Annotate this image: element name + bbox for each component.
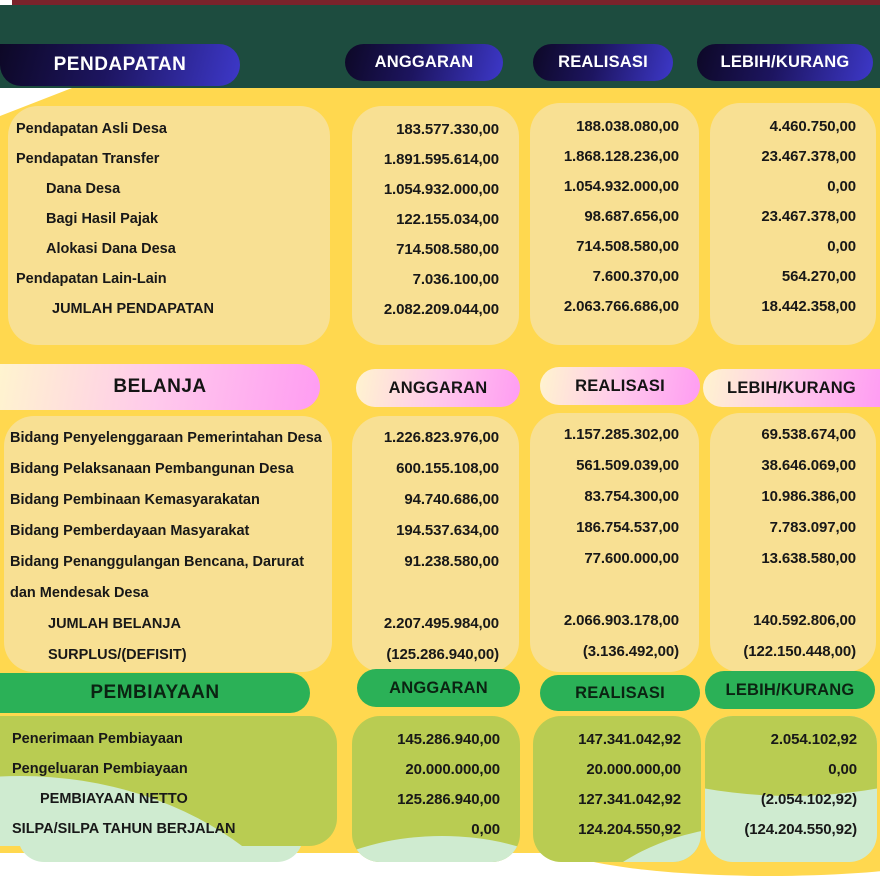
column-header-label: ANGGARAN (389, 678, 488, 697)
belanja-lebih-kurang-box (710, 413, 876, 672)
cell-anggaran: 20.000.000,00 (405, 760, 500, 778)
cell-lebih-kurang: (122.150.448,00) (743, 643, 856, 660)
table-row (0, 754, 337, 784)
table-row (4, 546, 332, 577)
pembiayaan-column-anggaran (357, 669, 520, 707)
pendapatan-column-realisasi (533, 44, 673, 81)
pendapatan-realisasi-box (530, 103, 699, 345)
pembiayaan-lebih-kurang-box (705, 716, 877, 862)
cell-anggaran: 1.891.595.614,00 (383, 150, 499, 168)
cell-realisasi: 1.054.932.000,00 (563, 177, 679, 195)
table-row (4, 515, 332, 546)
row-label: Dana Desa (46, 181, 121, 197)
cell-lebih-kurang: 2.054.102,92 (770, 730, 857, 748)
belanja-realisasi-box (530, 413, 699, 672)
cell-lebih-kurang: 0,00 (827, 237, 856, 255)
table-row (4, 453, 332, 484)
cell-realisasi: 186.754.537,00 (576, 519, 679, 536)
belanja-column-anggaran (356, 369, 520, 407)
row-label: JUMLAH PENDAPATAN (52, 301, 214, 317)
column-header-label: ANGGARAN (388, 378, 488, 397)
pembiayaan-column-realisasi (540, 675, 700, 711)
cell-anggaran: 0,00 (471, 820, 500, 838)
column-header-label: REALISASI (558, 53, 648, 71)
row-label: Bidang Pembinaan Kemasyarakatan (10, 491, 260, 508)
belanja-column-lebih-kurang (703, 369, 880, 407)
row-label: Bagi Hasil Pajak (46, 211, 159, 227)
cell-lebih-kurang: (2.054.102,92) (760, 790, 857, 808)
cell-anggaran: 125.286.940,00 (397, 790, 500, 808)
cell-realisasi: 1.868.128.236,00 (563, 147, 679, 165)
row-label: SURPLUS/(DEFISIT) (48, 646, 187, 663)
table-row (4, 577, 332, 608)
pendapatan-lebih-kurang-box (710, 103, 876, 345)
row-label: Bidang Pemberdayaan Masyarakat (10, 522, 250, 539)
table-row (4, 608, 332, 639)
table-row (0, 814, 337, 844)
cell-anggaran (352, 577, 519, 608)
cell-anggaran: 600.155.108,00 (396, 460, 499, 477)
cell-realisasi: 127.341.042,92 (578, 790, 681, 808)
cell-lebih-kurang: 38.646.069,00 (761, 457, 856, 474)
cell-anggaran: 1.226.823.976,00 (383, 429, 499, 446)
pembiayaan-column-lebih-kurang (705, 671, 875, 709)
cell-lebih-kurang: (124.204.550,92) (744, 820, 857, 838)
cell-realisasi: 20.000.000,00 (586, 760, 681, 778)
belanja-title: BELANJA (113, 376, 207, 397)
row-label: Pengeluaran Pembiayaan (12, 761, 188, 777)
column-header-label: ANGGARAN (374, 53, 474, 71)
pendapatan-column-anggaran (345, 44, 503, 81)
cell-lebih-kurang: 23.467.378,00 (761, 147, 856, 165)
cell-lebih-kurang: 140.592.806,00 (753, 612, 856, 629)
belanja-anggaran-box (352, 416, 519, 672)
table-row (8, 294, 330, 324)
row-label: dan Mendesak Desa (10, 584, 149, 601)
cell-realisasi: 714.508.580,00 (576, 237, 679, 255)
cell-lebih-kurang: 13.638.580,00 (761, 550, 856, 567)
pembiayaan-title: PEMBIAYAAN (90, 682, 220, 703)
cell-lebih-kurang: 10.986.386,00 (761, 488, 856, 505)
pendapatan-column-lebih-kurang (697, 44, 873, 81)
cell-anggaran: 183.577.330,00 (396, 120, 499, 138)
pendapatan-anggaran-box (352, 106, 519, 345)
cell-realisasi: 2.066.903.178,00 (563, 612, 679, 629)
pendapatan-title-pill (0, 44, 240, 86)
belanja-title-pill (0, 364, 320, 410)
table-row (8, 174, 330, 204)
row-label: PEMBIAYAAN NETTO (40, 791, 188, 807)
cell-lebih-kurang: 18.442.358,00 (761, 297, 856, 315)
cell-anggaran: 714.508.580,00 (396, 240, 499, 258)
row-label: Bidang Penyelenggaraan Pemerintahan Desa (10, 429, 322, 446)
column-header-label: LEBIH/KURANG (725, 680, 855, 699)
table-row (8, 234, 330, 264)
column-header-label: REALISASI (575, 376, 665, 395)
cell-anggaran: 194.537.634,00 (396, 522, 499, 539)
cell-lebih-kurang: 0,00 (827, 177, 856, 195)
cell-anggaran: 94.740.686,00 (404, 491, 499, 508)
cell-lebih-kurang: 0,00 (828, 760, 857, 778)
column-header-label: LEBIH/KURANG (720, 53, 850, 71)
table-row (4, 484, 332, 515)
pendapatan-title: PENDAPATAN (53, 54, 187, 75)
cell-realisasi: 124.204.550,92 (578, 820, 681, 838)
table-row (4, 422, 332, 453)
cell-realisasi: 188.038.080,00 (576, 117, 679, 135)
belanja-label-box (4, 416, 332, 672)
cell-realisasi: 147.341.042,92 (578, 730, 681, 748)
cell-lebih-kurang: 4.460.750,00 (769, 117, 856, 135)
cell-realisasi: 7.600.370,00 (592, 267, 679, 285)
cell-realisasi: 98.687.656,00 (584, 207, 679, 225)
cell-realisasi: 1.157.285.302,00 (563, 426, 679, 443)
cell-realisasi: (3.136.492,00) (582, 643, 679, 660)
cell-anggaran: 2.207.495.984,00 (383, 615, 499, 632)
row-label: SILPA/SILPA TAHUN BERJALAN (12, 821, 236, 837)
cell-realisasi (530, 574, 699, 605)
cell-anggaran: 91.238.580,00 (404, 553, 499, 570)
cell-anggaran: 1.054.932.000,00 (383, 180, 499, 198)
table-row (8, 204, 330, 234)
row-label: Pendapatan Transfer (16, 151, 160, 167)
row-label: Bidang Penanggulangan Bencana, Darurat (10, 553, 305, 570)
cell-anggaran: 122.155.034,00 (396, 210, 499, 228)
pendapatan-label-box (8, 106, 330, 345)
cell-lebih-kurang: 7.783.097,00 (769, 519, 856, 536)
pembiayaan-title-pill (0, 673, 310, 713)
table-row (0, 784, 337, 814)
table-row (8, 144, 330, 174)
row-label: Pendapatan Lain-Lain (16, 271, 167, 287)
column-header-label: REALISASI (575, 683, 665, 702)
table-row (8, 114, 330, 144)
cell-anggaran: (125.286.940,00) (386, 646, 499, 663)
row-label: Penerimaan Pembiayaan (12, 731, 183, 747)
row-label: Bidang Pelaksanaan Pembangunan Desa (10, 460, 294, 477)
table-row (0, 724, 337, 754)
cell-realisasi: 561.509.039,00 (576, 457, 679, 474)
pembiayaan-label-box (0, 716, 337, 846)
row-label: Alokasi Dana Desa (46, 241, 176, 257)
pembiayaan-realisasi-box (533, 716, 701, 862)
cell-realisasi: 2.063.766.686,00 (563, 297, 679, 315)
cell-realisasi: 83.754.300,00 (584, 488, 679, 505)
table-row (4, 639, 332, 670)
pembiayaan-anggaran-box (352, 716, 520, 862)
cell-anggaran: 7.036.100,00 (412, 270, 499, 288)
table-row (8, 264, 330, 294)
cell-lebih-kurang (710, 574, 876, 605)
belanja-column-realisasi (540, 367, 700, 405)
cell-lebih-kurang: 23.467.378,00 (761, 207, 856, 225)
row-label: Pendapatan Asli Desa (16, 121, 167, 137)
cell-lebih-kurang: 69.538.674,00 (761, 426, 856, 443)
cell-realisasi: 77.600.000,00 (584, 550, 679, 567)
cell-anggaran: 145.286.940,00 (397, 730, 500, 748)
row-label: JUMLAH BELANJA (48, 615, 181, 632)
cell-lebih-kurang: 564.270,00 (781, 267, 856, 285)
column-header-label: LEBIH/KURANG (727, 378, 856, 397)
cell-anggaran: 2.082.209.044,00 (383, 300, 499, 318)
